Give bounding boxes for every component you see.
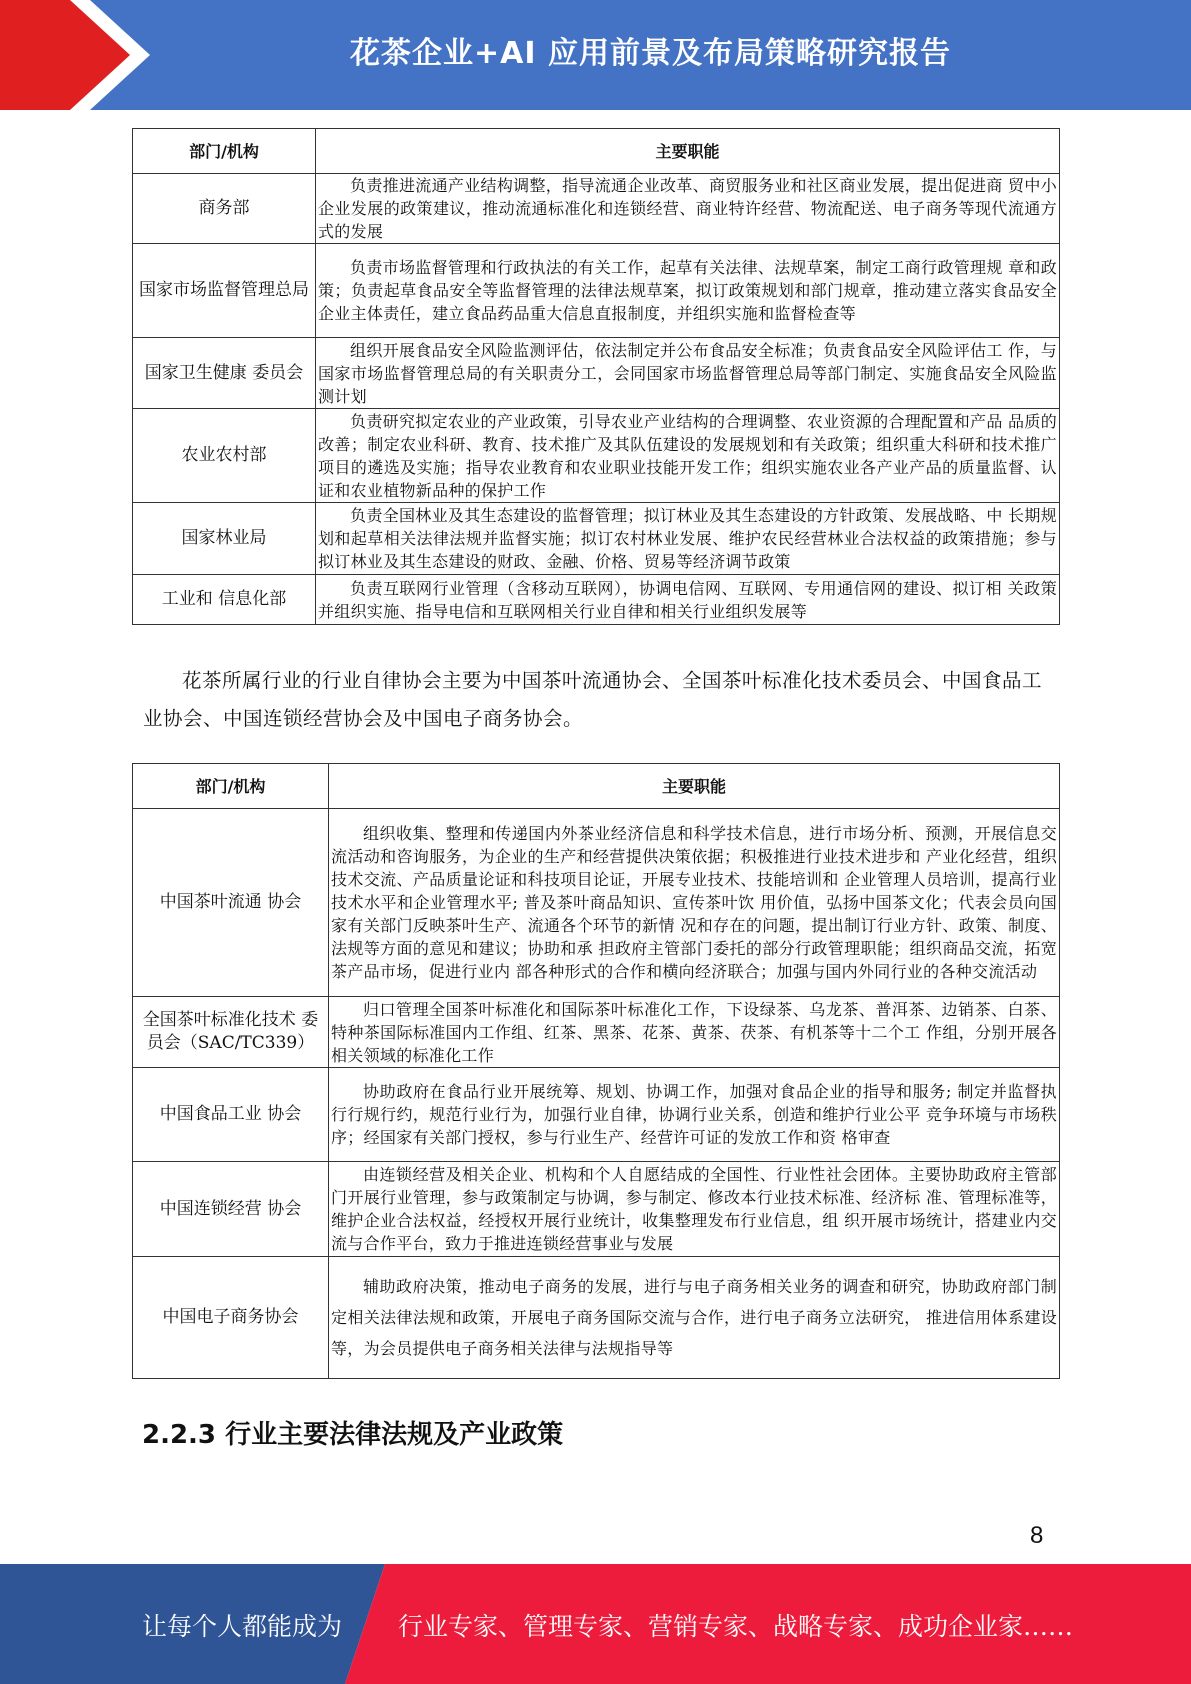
dept-cell: 工业和 信息化部 <box>133 575 316 625</box>
table-header-dept: 部门/机构 <box>133 764 329 809</box>
duty-cell: 负责推进流通产业结构调整，指导流通企业改革、商贸服务业和社区商业发展，提出促进商 贸中小企业发展的政策建议，推动流通标准化和连锁经营、商业特许经营、物流配送、电子商务等现代流通方式的发展 <box>316 174 1060 244</box>
table-row <box>133 503 1060 575</box>
duty-cell: 组织开展食品安全风险监测评估，依法制定并公布食品安全标准；负责食品安全风险评估工 作，与国家市场监督管理总局的有关职责分工，会同国家市场监督管理总局等部门制定、实施食品安全风险监测计划 <box>316 338 1060 409</box>
dept-cell: 国家市场监督管理总局 <box>133 244 316 338</box>
dept-cell: 全国茶叶标准化技术 委员会（SAC/TC339） <box>133 997 329 1068</box>
table-row <box>133 409 1060 503</box>
footer-slogan-right: 行业专家、管理专家、营销专家、战略专家、成功企业家…… <box>398 1612 1074 1641</box>
page-number: 8 <box>1030 1522 1044 1549</box>
dept-cell: 中国茶叶流通 协会 <box>133 809 329 997</box>
table-row <box>133 244 1060 338</box>
header-arrow-decoration <box>0 0 150 110</box>
duty-cell: 归口管理全国茶叶标准化和国际茶叶标准化工作，下设绿茶、乌龙茶、普洱茶、边销茶、白茶、特种茶国际标准国内工作组、红茶、黑茶、花茶、黄茶、茯茶、有机茶等十二个工 作组，分别开展各相关领域的标准化工作 <box>329 997 1060 1068</box>
dept-cell: 国家林业局 <box>133 503 316 575</box>
report-title: 花茶企业+AI 应用前景及布局策略研究报告 <box>350 36 951 71</box>
dept-cell: 商务部 <box>133 174 316 244</box>
duty-cell: 负责全国林业及其生态建设的监督管理；拟订林业及其生态建设的方针政策、发展战略、中 长期规划和起草相关法律法规并监督实施；拟订农村林业发展、维护农民经营林业合法权益的政策措施；参与拟订林业及其生态建设的财政、金融、价格、贸易等经济调节政策 <box>316 503 1060 575</box>
table-row <box>133 1162 1060 1257</box>
dept-cell: 中国食品工业 协会 <box>133 1068 329 1162</box>
footer-slogan-left: 让每个人都能成为 <box>142 1612 343 1641</box>
duty-cell: 辅助政府决策，推动电子商务的发展，进行与电子商务相关业务的调查和研究，协助政府部门制定相关法律法规和政策，开展电子商务国际交流与合作，进行电子商务立法研究， 推进信用体系建设等，为会员提供电子商务相关法律与法规指导等 <box>329 1257 1060 1379</box>
table-row <box>133 174 1060 244</box>
footer-banner <box>0 1564 1191 1684</box>
table-header-dept: 部门/机构 <box>133 129 316 174</box>
table-row <box>133 338 1060 409</box>
body-paragraph: 花茶所属行业的行业自律协会主要为中国茶叶流通协会、全国茶叶标准化技术委员会、中国食品工业协会、中国连锁经营协会及中国电子商务协会。 <box>143 669 1043 730</box>
duty-cell: 负责研究拟定农业的产业政策，引导农业产业结构的合理调整、农业资源的合理配置和产品 品质的改善；制定农业科研、教育、技术推广及其队伍建设的发展规划和有关政策；组织重大科研和技术推广项目的遴选及实施；指导农业教育和农业职业技能开发工作；组织实施农业各产业产品的质量监督、认证和农业植物新品种的保护工作 <box>316 409 1060 503</box>
dept-cell: 中国电子商务协会 <box>133 1257 329 1379</box>
table-row <box>133 575 1060 625</box>
duty-cell: 协助政府在食品行业开展统筹、规划、协调工作，加强对食品企业的指导和服务; 制定并监督执行行规行约，规范行业行为，加强行业自律，协调行业关系，创造和维护行业公平 竞争环境与市场秩序；经国家有关部门授权，参与行业生产、经营许可证的发放工作和资 格审查 <box>329 1068 1060 1162</box>
government-departments-table <box>132 128 1060 625</box>
table-header-duty: 主要职能 <box>329 764 1060 809</box>
table-row <box>133 997 1060 1068</box>
table-row <box>133 1257 1060 1379</box>
duty-cell: 负责市场监督管理和行政执法的有关工作，起草有关法律、法规草案，制定工商行政管理规 章和政策；负责起草食品安全等监督管理的法律法规草案，拟订政策规划和部门规章，推动建立落实食品安全企业主体责任，建立食品药品重大信息直报制度，并组织实施和监督检查等 <box>316 244 1060 338</box>
dept-cell: 农业农村部 <box>133 409 316 503</box>
table-header-duty: 主要职能 <box>316 129 1060 174</box>
duty-cell: 由连锁经营及相关企业、机构和个人自愿结成的全国性、行业性社会团体。主要协助政府主管部门开展行业管理，参与政策制定与协调，参与制定、修改本行业技术标准、经济标 准、管理标准等，维护企业合法权益，经授权开展行业统计，收集整理发布行业信息，组 织开展市场统计，搭建业内交流与合作平台，致力于推进连锁经营事业与发展 <box>329 1162 1060 1257</box>
duty-cell: 负责互联网行业管理（含移动互联网），协调电信网、互联网、专用通信网的建设、拟订相 关政策并组织实施、指导电信和互联网相关行业自律和相关行业组织发展等 <box>316 575 1060 625</box>
industry-associations-table <box>132 763 1060 1379</box>
dept-cell: 中国连锁经营 协会 <box>133 1162 329 1257</box>
table-row <box>133 809 1060 997</box>
table-row <box>133 1068 1060 1162</box>
dept-cell: 国家卫生健康 委员会 <box>133 338 316 409</box>
duty-cell: 组织收集、整理和传递国内外茶业经济信息和科学技术信息，进行市场分析、预测，开展信息交流活动和咨询服务，为企业的生产和经营提供决策依据；积极推进行业技术进步和 产业化经营，组织技术交流、产品质量论证和科技项目论证，开展专业技术、技能培训和 企业管理人员培训，提高行业技术水平和企业管理水平; 普及茶叶商品知识、宣传茶叶饮 用价值，弘扬中国茶文化；代表会员向国家有关部门反映茶叶生产、流通各个环节的新情 况和存在的问题，提出制订行业方针、政策、制度、法规等方面的意见和建议；协助和承 担政府主管部门委托的部分行政管理职能；组织商品交流，拓宽茶产品市场，促进行业内 部各种形式的合作和横向经济联合；加强与国内外同行业的各种交流活动 <box>329 809 1060 997</box>
section-heading: 2.2.3 行业主要法律法规及产业政策 <box>142 1420 564 1450</box>
